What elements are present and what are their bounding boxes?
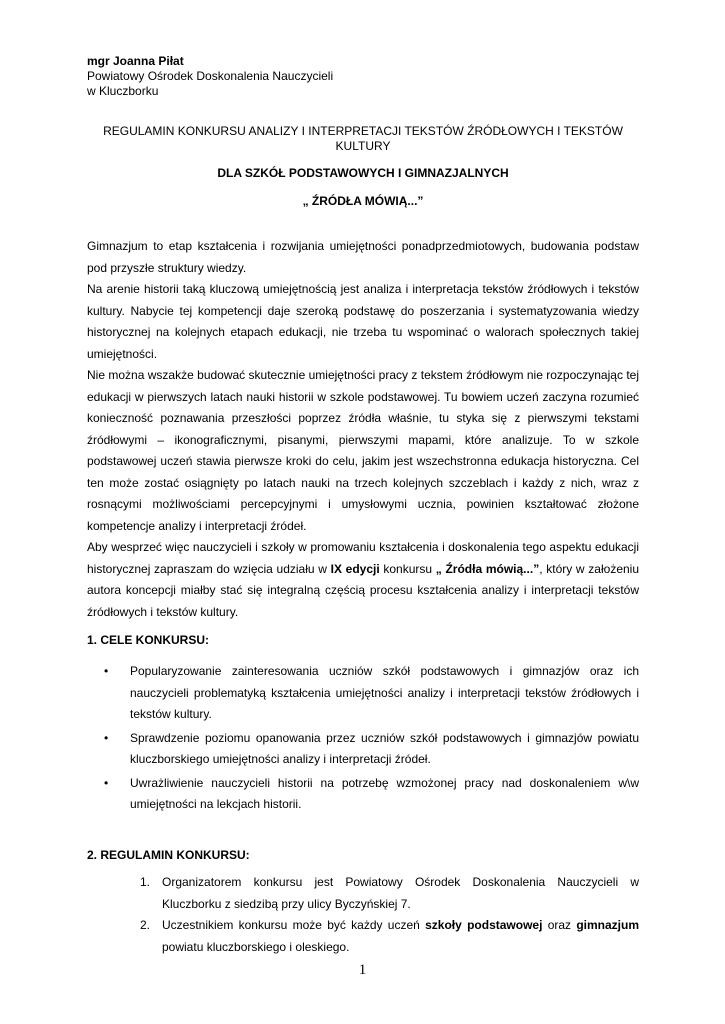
bullet-icon: • [104, 775, 109, 790]
author-institution: Powiatowy Ośrodek Doskonalenia Nauczycieli [87, 69, 334, 83]
goals-list [87, 661, 639, 818]
item-number: 1. [140, 875, 151, 889]
intro-p4-c: konkursu [379, 561, 436, 576]
bullet-icon: • [104, 730, 109, 745]
list-item: • Popularyzowanie zainteresowania uczniów szkół podstawowych i gimnazjów oraz ich nauczycieli problematyką kształcenia umiejętności analizy i interpretacji tekstów źródłowych i tekstów kultury. [87, 661, 639, 726]
list-item: • Sprawdzenie poziomu opanowania przez uczniów szkół podstawowych i gimnazjów powiatu kluczborskiego umiejętności analizy i interpretacji źródeł. [87, 728, 639, 771]
edition-label: IX edycji [330, 561, 380, 576]
page-number: 1 [358, 962, 367, 978]
intro-p4-d: , który w założeniu autora koncepcji miałby stać się integralną częścią procesu kształcenia analizy i interpretacji tekstów źródłowych i tekstów kultury. [87, 561, 640, 619]
intro-text [87, 236, 639, 623]
bullet-icon: • [104, 664, 109, 678]
intro-p4-a: Aby wesprzeć więc nauczycieli i szkoły w promowaniu kształcenia i doskonalenia tego aspektu edukacji historycznej zapraszam do wzięcia udziału w [87, 540, 639, 576]
list-item: 1. Organizatorem konkursu jest Powiatowy Ośrodek Doskonalenia Nauczycieli w Kluczborku z siedzibą przy ulicy Byczyńskiej 7. [87, 872, 639, 915]
contest-name-inline: „ Źródła mówią...” [435, 561, 540, 576]
author-name: mgr Joanna Piłat [87, 54, 184, 68]
section-goals-heading: 1. CELE KONKURSU: [87, 633, 210, 647]
list-item: 2. Uczestnikiem konkursu może być każdy uczeń szkoły podstawowej oraz gimnazjum powiatu kluczborskiego i oleskiego. [87, 915, 639, 958]
rules-list [87, 872, 639, 958]
list-item: • Uwrażliwienie nauczycieli historii na potrzebę wzmożonej pracy nad doskonaleniem w\w umiejętności na lekcjach historii. [87, 773, 639, 816]
intro-paragraph-4 [87, 537, 639, 623]
contest-name: „ ŹRÓDŁA MÓWIĄ...” [302, 194, 424, 208]
author-city: w Kluczborku [87, 84, 159, 98]
document-title: REGULAMIN KONKURSU ANALIZY I INTERPRETACJI TEKSTÓW ŹRÓDŁOWYCH I TEKSTÓW KULTURY [103, 124, 623, 153]
intro-paragraph-2: Na arenie historii taką kluczową umiejętnością jest analiza i interpretacja tekstów źródłowych i tekstów kultury. Nabycie tej kompetencji daje szeroką podstawę do poszerzania i systematyzowania wiedzy historycznej na kolejnych etapach edukacji, nie trzeba tu wspominać o walorach społecznych takiej umiejętności. [87, 282, 639, 361]
intro-paragraph-3: Nie można wszakże budować skutecznie umiejętności pracy z tekstem źródłowym nie rozpoczynając tej edukacji w pierwszych latach nauki historii w szkole podstawowej. Tu bowiem uczeń zaczyna rozumieć konieczność poznawania przeszłości poprzez źródła właśnie, tu styka się z pierwszymi tekstami źródłowymi – ikonograficznymi, pisanymi, pierwszymi mapami, które analizuje. To w szkole podstawowej uczeń stawia pierwsze kroki do celu, jakim jest wszechstronna edukacja historyczna. Cel ten może zostać osiągnięty po latach nauki na trzech kolejnych szczeblach i każdy z nich, wraz z rosnącymi możliwościami percepcyjnymi i umysłowymi ucznia, powinien kształtować złożone kompetencje analizy i interpretacji źródeł. [87, 368, 639, 533]
author-block [87, 54, 333, 99]
section-rules-heading: 2. REGULAMIN KONKURSU: [87, 848, 250, 862]
item-number: 2. [140, 918, 151, 932]
document-subtitle: DLA SZKÓŁ PODSTAWOWYCH I GIMNAZJALNYCH [217, 166, 509, 180]
intro-paragraph-1: Gimnazjum to etap kształcenia i rozwijania umiejętności ponadprzedmiotowych, budowania podstaw pod przyszłe struktury wiedzy. [87, 239, 639, 275]
